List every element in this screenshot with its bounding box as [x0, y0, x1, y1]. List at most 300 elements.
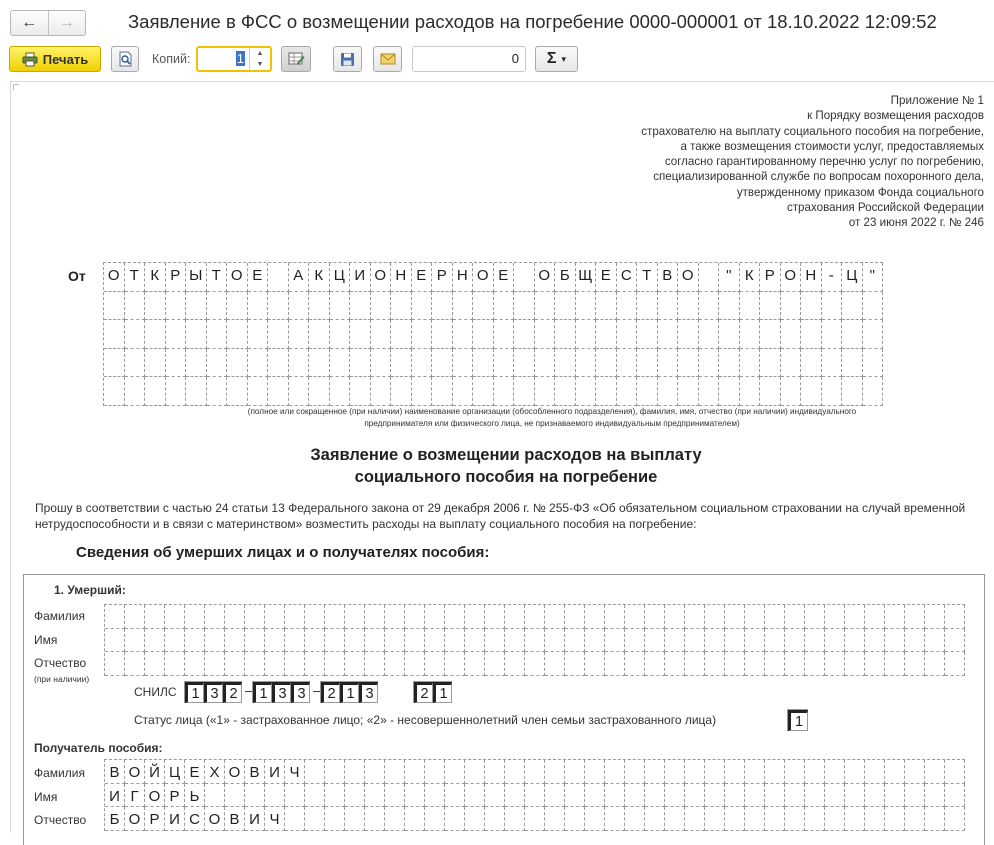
letter-cell: [225, 629, 245, 653]
edit-mode-button[interactable]: [281, 46, 311, 72]
letter-cell: Р: [760, 263, 781, 292]
letter-cell: [545, 807, 565, 831]
snils-digit: 3: [359, 682, 378, 703]
letter-cell: [325, 784, 345, 808]
letter-cell: [665, 760, 685, 784]
letter-cell: И: [245, 807, 265, 831]
letter-cell: [104, 377, 125, 406]
letter-cell: [330, 320, 351, 349]
deceased-name-label: Имя: [34, 633, 58, 647]
appendix-line: страхования Российской Федерации: [786, 201, 984, 215]
letter-cell: [227, 349, 248, 378]
letter-cell: [645, 652, 665, 676]
letter-cell: [445, 652, 465, 676]
snils-digit: 3: [272, 682, 291, 703]
letter-cell: [885, 807, 905, 831]
letter-cell: [391, 320, 412, 349]
letter-cell: [145, 629, 165, 653]
letter-cell: [494, 320, 515, 349]
letter-cell: [207, 320, 228, 349]
letter-cell: [485, 760, 505, 784]
letter-cell: [605, 760, 625, 784]
letter-cell: [725, 652, 745, 676]
letter-cell: [545, 760, 565, 784]
letter-cell: И: [165, 807, 185, 831]
letter-cell: Р: [432, 263, 453, 292]
letter-cell: [658, 320, 679, 349]
letter-cell: [305, 760, 325, 784]
letter-cell: Е: [494, 263, 515, 292]
letter-cell: [565, 807, 585, 831]
letter-cell: [225, 652, 245, 676]
letter-cell: [725, 760, 745, 784]
letter-cell: О: [678, 263, 699, 292]
letter-cell: [268, 377, 289, 406]
appendix-line: от 23 июня 2022 г. № 246: [848, 216, 984, 230]
letter-cell: [494, 349, 515, 378]
letter-cell: [385, 760, 405, 784]
letter-cell: [805, 605, 825, 629]
letter-cell: [104, 292, 125, 321]
letter-cell: [699, 292, 720, 321]
letter-cell: [227, 320, 248, 349]
letter-cell: [585, 629, 605, 653]
letter-cell: [473, 349, 494, 378]
letter-cell: [345, 605, 365, 629]
letter-cell: [453, 292, 474, 321]
letter-cell: [625, 784, 645, 808]
letter-cell: [125, 320, 146, 349]
letter-cell: [885, 760, 905, 784]
letter-cell: [845, 807, 865, 831]
floppy-disk-icon: [340, 52, 355, 67]
letter-cell: [945, 605, 965, 629]
letter-cell: [345, 629, 365, 653]
letter-cell: [245, 629, 265, 653]
letter-cell: [305, 605, 325, 629]
letter-cell: [685, 605, 705, 629]
letter-cell: [525, 652, 545, 676]
letter-cell: [350, 377, 371, 406]
letter-cell: [842, 349, 863, 378]
letter-cell: О: [225, 760, 245, 784]
letter-cell: [605, 605, 625, 629]
letter-cell: [350, 349, 371, 378]
snils-digit-group: [413, 681, 452, 703]
letter-cell: [945, 760, 965, 784]
letter-cell: И: [265, 760, 285, 784]
letter-cell: [825, 652, 845, 676]
letter-cell: [405, 652, 425, 676]
letter-cell: [845, 760, 865, 784]
letter-cell: [545, 784, 565, 808]
letter-cell: [885, 784, 905, 808]
letter-cell: [678, 377, 699, 406]
letter-cell: [505, 784, 525, 808]
letter-cell: [285, 629, 305, 653]
letter-cell: [494, 292, 515, 321]
letter-cell: [565, 629, 585, 653]
letter-cell: [350, 320, 371, 349]
letter-cell: [207, 377, 228, 406]
letter-cell: [465, 652, 485, 676]
letter-cell: [432, 349, 453, 378]
letter-cell: [576, 349, 597, 378]
letter-cell: [805, 784, 825, 808]
letter-cell: [781, 349, 802, 378]
recipient-name-label: Имя: [34, 790, 58, 804]
letter-cell: [565, 784, 585, 808]
letter-cell: [822, 320, 843, 349]
letter-cell: [745, 629, 765, 653]
letter-cell: [925, 652, 945, 676]
document-title: Заявление в ФСС о возмещении расходов на погребение 0000-000001 от 18.10.2022 12:09:52: [128, 11, 937, 32]
letter-cell: [485, 784, 505, 808]
letter-cell: [781, 320, 802, 349]
letter-cell: [125, 349, 146, 378]
organization-note-line: предпринимателя или физического лица, не признаваемого индивидуальным предпринимателем): [364, 419, 740, 428]
letter-cell: [465, 629, 485, 653]
letter-cell: Н: [453, 263, 474, 292]
letter-cell: [605, 784, 625, 808]
letter-cell: [945, 784, 965, 808]
recipient-surname-label: Фамилия: [34, 766, 85, 780]
letter-cell: [166, 292, 187, 321]
letter-cell: [625, 652, 645, 676]
envelope-icon: [380, 53, 396, 65]
letter-cell: [325, 629, 345, 653]
letter-cell: [905, 807, 925, 831]
letter-cell: [391, 377, 412, 406]
window-title-bar: [0, 0, 994, 42]
letter-cell: [605, 629, 625, 653]
letter-cell: [185, 629, 205, 653]
letter-cell: [719, 349, 740, 378]
letter-cell: [740, 320, 761, 349]
letter-cell: [535, 349, 556, 378]
letter-cell: [545, 629, 565, 653]
letter-cell: [412, 320, 433, 349]
letter-cell: [781, 292, 802, 321]
letter-cell: [765, 629, 785, 653]
letter-cell: Р: [145, 807, 165, 831]
letter-cell: К: [740, 263, 761, 292]
letter-cell: [205, 652, 225, 676]
letter-cell: [535, 292, 556, 321]
letter-cell: [705, 629, 725, 653]
letter-cell: [585, 760, 605, 784]
letter-cell: [625, 605, 645, 629]
snils-digit-group: [184, 681, 242, 703]
letter-cell: [248, 292, 269, 321]
letter-cell: [227, 292, 248, 321]
letter-cell: [225, 605, 245, 629]
letter-cell: [265, 605, 285, 629]
letter-cell: [705, 652, 725, 676]
letter-cell: [505, 629, 525, 653]
status-description: Статус лица («1» - застрахованное лицо; «2» - несовершеннолетний член семьи застрахованного лица): [134, 713, 717, 727]
letter-cell: [945, 807, 965, 831]
chevron-down-icon: ▾: [561, 53, 567, 64]
letter-cell: [125, 377, 146, 406]
save-button[interactable]: [333, 46, 362, 72]
letter-cell: О: [535, 263, 556, 292]
letter-cell: [285, 807, 305, 831]
letter-cell: [371, 320, 392, 349]
letter-cell: [305, 784, 325, 808]
snils-digit: 2: [414, 682, 433, 703]
letter-cell: [245, 652, 265, 676]
letter-cell: [365, 605, 385, 629]
letter-cell: [785, 784, 805, 808]
letter-cell: [765, 760, 785, 784]
letter-cell: [825, 605, 845, 629]
letter-cell: Щ: [576, 263, 597, 292]
preview-button[interactable]: [111, 46, 139, 72]
letter-cell: [665, 605, 685, 629]
letter-cell: [165, 652, 185, 676]
letter-cell: [805, 807, 825, 831]
letter-cell: [371, 377, 392, 406]
printer-icon: [22, 52, 38, 67]
letter-cell: [166, 320, 187, 349]
letter-cell: [245, 784, 265, 808]
letter-cell: [760, 377, 781, 406]
sigma-icon: Σ: [546, 50, 557, 67]
deceased-name-grid: [104, 604, 965, 676]
snils-digit-group: [252, 681, 310, 703]
appendix-note: [641, 93, 984, 231]
organization-note: [111, 406, 993, 430]
letter-cell: [309, 320, 330, 349]
letter-cell: [412, 349, 433, 378]
letter-cell: Ч: [265, 807, 285, 831]
letter-cell: Н: [391, 263, 412, 292]
letter-cell: Т: [125, 263, 146, 292]
print-label: Печать: [42, 51, 89, 67]
letter-cell: [465, 807, 485, 831]
letter-cell: [805, 629, 825, 653]
letter-cell: [765, 807, 785, 831]
letter-cell: [365, 784, 385, 808]
letter-cell: [285, 652, 305, 676]
statement-title-line: социального пособия на погребение: [354, 468, 658, 486]
letter-cell: [473, 320, 494, 349]
letter-cell: Ч: [285, 760, 305, 784]
letter-cell: [740, 292, 761, 321]
letter-cell: [330, 292, 351, 321]
letter-cell: [225, 784, 245, 808]
letter-cell: [699, 263, 720, 292]
letter-cell: [585, 784, 605, 808]
letter-cell: Ц: [842, 263, 863, 292]
letter-cell: [330, 349, 351, 378]
letter-cell: [745, 605, 765, 629]
appendix-line: Приложение № 1: [890, 94, 984, 107]
letter-cell: [305, 652, 325, 676]
letter-cell: [725, 605, 745, 629]
print-button[interactable]: [9, 46, 101, 72]
letter-cell: [309, 292, 330, 321]
letter-cell: С: [617, 263, 638, 292]
letter-cell: [645, 629, 665, 653]
letter-cell: [268, 320, 289, 349]
recipient-name-grid: [104, 759, 965, 831]
letter-cell: [765, 784, 785, 808]
letter-cell: [525, 784, 545, 808]
letter-cell: [207, 292, 228, 321]
letter-cell: [645, 784, 665, 808]
letter-cell: [822, 349, 843, 378]
send-email-button[interactable]: [373, 46, 402, 72]
letter-cell: [365, 629, 385, 653]
letter-cell: [585, 652, 605, 676]
letter-cell: [105, 629, 125, 653]
letter-cell: [637, 292, 658, 321]
letter-cell: [719, 320, 740, 349]
appendix-line: согласно гарантированному перечню услуг по погребению,: [664, 155, 984, 169]
letter-cell: О: [371, 263, 392, 292]
letter-cell: [745, 652, 765, 676]
letter-cell: [268, 349, 289, 378]
appendix-line: страхователю на выплату социального пособия на погребение,: [641, 124, 984, 138]
letter-cell: [925, 629, 945, 653]
letter-cell: [785, 605, 805, 629]
snils-digit: 1: [185, 682, 204, 703]
statement-title-line: Заявление о возмещении расходов на выплату: [310, 446, 702, 464]
letter-cell: [365, 652, 385, 676]
letter-cell: [289, 377, 310, 406]
letter-cell: [801, 320, 822, 349]
letter-cell: [637, 320, 658, 349]
copies-input[interactable]: [196, 46, 272, 72]
letter-cell: [863, 292, 884, 321]
letter-cell: [842, 320, 863, 349]
letter-cell: Х: [205, 760, 225, 784]
letter-cell: [185, 652, 205, 676]
letter-cell: [685, 629, 705, 653]
letter-cell: [805, 652, 825, 676]
letter-cell: Н: [801, 263, 822, 292]
letter-cell: [885, 629, 905, 653]
snils-digit-group: [320, 681, 378, 703]
letter-cell: [105, 652, 125, 676]
letter-cell: -: [822, 263, 843, 292]
letter-cell: [345, 784, 365, 808]
letter-cell: [485, 652, 505, 676]
letter-cell: [425, 760, 445, 784]
letter-cell: [596, 377, 617, 406]
letter-cell: К: [309, 263, 330, 292]
letter-cell: [514, 349, 535, 378]
letter-cell: [565, 652, 585, 676]
letter-cell: [186, 320, 207, 349]
forward-arrow-icon[interactable]: →: [58, 14, 75, 31]
letter-cell: [186, 292, 207, 321]
letter-cell: [345, 760, 365, 784]
sum-field[interactable]: 0: [412, 46, 526, 72]
snils-digit: 2: [223, 682, 242, 703]
letter-cell: [596, 292, 617, 321]
letter-cell: [505, 760, 525, 784]
status-value-box: [787, 709, 808, 731]
letter-cell: [145, 320, 166, 349]
letter-cell: [465, 605, 485, 629]
request-text: Прошу в соответствии с частью 24 статьи 13 Федерального закона от 29 декабря 2006 г. № 255-ФЗ «Об обязательном социальном страховании на случай временной нетрудоспособности и в связи с материнством» возместить расходы на выплату социального пособия на погребение:: [35, 501, 966, 531]
letter-cell: Е: [248, 263, 269, 292]
letter-cell: [105, 605, 125, 629]
letter-cell: [205, 784, 225, 808]
letter-cell: О: [227, 263, 248, 292]
letter-cell: Т: [637, 263, 658, 292]
letter-cell: [145, 349, 166, 378]
letter-cell: [555, 292, 576, 321]
letter-cell: О: [104, 263, 125, 292]
letter-cell: [525, 605, 545, 629]
letter-cell: Р: [166, 263, 187, 292]
back-arrow-icon[interactable]: ←: [11, 11, 49, 35]
letter-cell: [245, 605, 265, 629]
letter-cell: [617, 320, 638, 349]
letter-cell: О: [205, 807, 225, 831]
letter-cell: [617, 377, 638, 406]
letter-cell: [365, 807, 385, 831]
letter-cell: [699, 349, 720, 378]
letter-cell: [699, 377, 720, 406]
letter-cell: О: [781, 263, 802, 292]
letter-cell: [432, 377, 453, 406]
letter-cell: [514, 263, 535, 292]
letter-cell: [945, 652, 965, 676]
letter-cell: [289, 349, 310, 378]
letter-cell: [825, 784, 845, 808]
letter-cell: [845, 605, 865, 629]
letter-cell: [186, 349, 207, 378]
sum-dropdown-button[interactable]: [535, 46, 578, 72]
letter-cell: [865, 652, 885, 676]
snils-label: СНИЛС: [134, 685, 177, 699]
letter-cell: [825, 807, 845, 831]
letter-cell: [425, 784, 445, 808]
letter-cell: [248, 320, 269, 349]
letter-cell: [705, 760, 725, 784]
snils-dash: –: [313, 683, 321, 698]
snils-digit: 2: [321, 682, 340, 703]
letter-cell: [925, 605, 945, 629]
letter-cell: [865, 784, 885, 808]
letter-cell: [125, 292, 146, 321]
status-value: 1: [788, 710, 808, 731]
letter-cell: [905, 652, 925, 676]
letter-cell: [385, 807, 405, 831]
letter-cell: И: [105, 784, 125, 808]
copies-spinner[interactable]: ▲ ▼: [249, 48, 270, 70]
letter-cell: [740, 377, 761, 406]
letter-cell: [445, 629, 465, 653]
letter-cell: [617, 349, 638, 378]
letter-cell: [145, 377, 166, 406]
letter-cell: [576, 320, 597, 349]
letter-cell: [165, 605, 185, 629]
letter-cell: [637, 377, 658, 406]
letter-cell: [842, 377, 863, 406]
letter-cell: [385, 605, 405, 629]
letter-cell: О: [473, 263, 494, 292]
letter-cell: [145, 652, 165, 676]
letter-cell: [585, 807, 605, 831]
letter-cell: [285, 784, 305, 808]
letter-cell: [805, 760, 825, 784]
